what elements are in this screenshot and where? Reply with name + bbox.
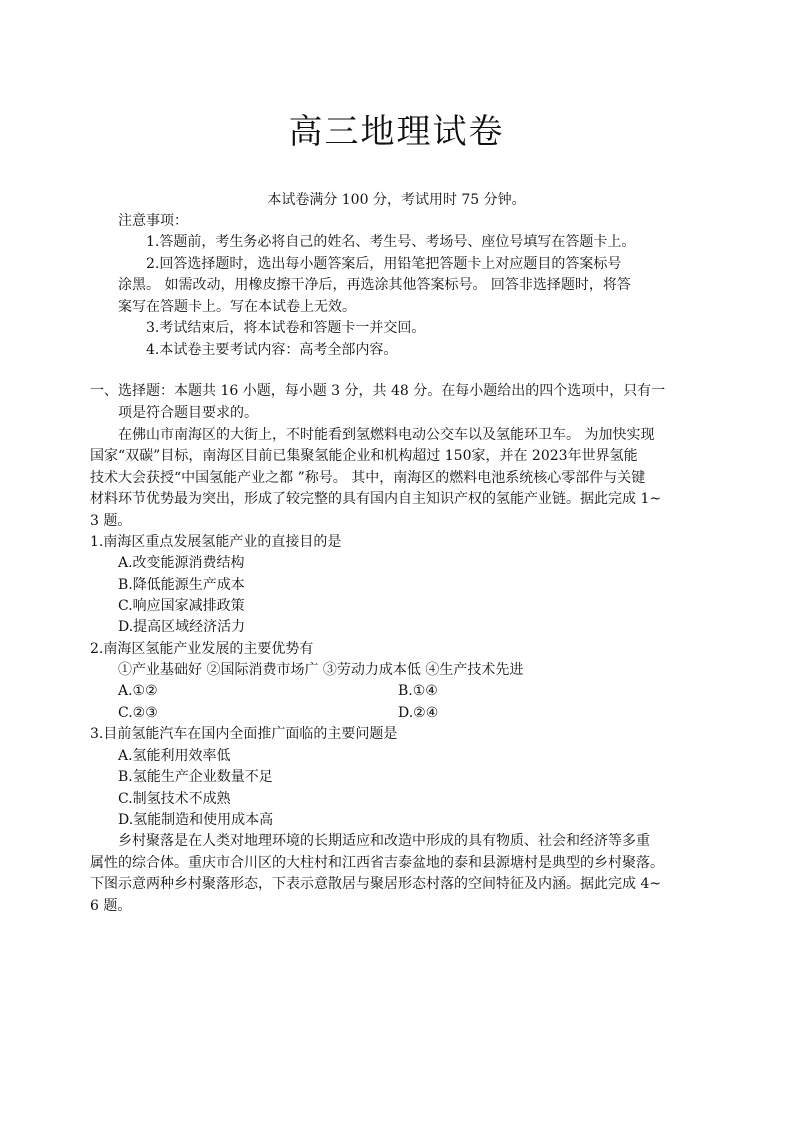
exam-info: 本试卷满分 100 分，考试用时 75 分钟。 [267,192,526,208]
note-item-4: 4.本试卷主要考试内容：高考全部内容。 [146,342,398,358]
question-3-stem: 3.目前氢能汽车在国内全面推广面临的主要问题是 [90,726,398,742]
section-heading-line-1: 一、选择题：本题共 16 小题，每小题 3 分，共 48 分。在每小题给出的四个选项中，只有一 [90,383,666,399]
note-item-2-line-2: 涂黑。 如需改动，用橡皮擦干净后，再选涂其他答案标号。 回答非选择题时，将答 [118,277,631,293]
notes-heading: 注意事项： [118,213,188,229]
question-3-option-a: A.氢能利用效率低 [118,748,231,764]
question-2-option-d: D.②④ [398,705,439,721]
passage-2-line-4: 6 题。 [90,898,132,914]
passage-1-line-1: 在佛山市南海区的大街上，不时能看到氢燃料电动公交车以及氢能环卫车。 为加快实现 [118,427,655,443]
question-1-option-c: C.响应国家减排政策 [118,598,245,614]
passage-2-line-1: 乡村聚落是在人类对地理环境的长期适应和改造中形成的具有物质、社会和经济等多重 [118,833,650,849]
question-2-items: ①产业基础好 ②国际消费市场广 ③劳动力成本低 ④生产技术先进 [118,662,524,678]
question-1-stem: 1.南海区重点发展氢能产业的直接目的是 [90,534,342,550]
note-item-3: 3.考试结束后，将本试卷和答题卡一并交回。 [146,320,426,336]
question-1-option-a: A.改变能源消费结构 [118,555,245,571]
note-item-1: 1.答题前，考生务必将自己的姓名、考生号、考场号、座位号填写在答题卡上。 [146,234,636,250]
note-item-2-line-1: 2.回答选择题时，选出每小题答案后，用铅笔把答题卡上对应题目的答案标号 [146,256,622,272]
question-3-option-c: C.制氢技术不成熟 [118,791,231,807]
passage-2-line-2: 属性的综合体。重庆市合川区的大柱村和江西省吉泰盆地的泰和县源塘村是典型的乡村聚落。 [90,855,664,871]
page-title: 高三地理试卷 [288,112,505,152]
question-1-option-d: D.提高区域经济活力 [118,619,246,635]
question-1-option-b: B.降低能源生产成本 [118,577,245,593]
question-2-option-b: B.①④ [398,683,438,699]
question-3-option-d: D.氢能制造和使用成本高 [118,812,274,828]
note-item-2-line-3: 案写在答题卡上。写在本试卷上无效。 [118,299,356,315]
question-2-option-a: A.①② [118,683,158,699]
passage-1-line-2: 国家“双碳”目标，南海区目前已集聚氢能企业和机构超过 150家，并在 2023年世界氢能 [90,448,638,464]
passage-1-line-4: 材料环节优势最为突出，形成了较完整的具有国内自主知识产权的氢能产业链。据此完成 1~ [90,491,662,507]
question-3-option-b: B.氢能生产企业数量不足 [118,769,273,785]
question-2-stem: 2.南海区氢能产业发展的主要优势有 [90,641,314,657]
passage-1-line-3: 技术大会获授“中国氢能产业之都 ”称号。 其中，南海区的燃料电池系统核心零部件与关键 [90,470,646,486]
passage-2-line-3: 下图示意两种乡村聚落形态，下表示意散居与聚居形态村落的空间特征及内涵。据此完成 4~ [90,876,662,892]
passage-1-line-5: 3 题。 [90,513,132,529]
question-2-option-c: C.②③ [118,705,158,721]
section-heading-line-2: 项是符合题目要求的。 [118,405,258,421]
